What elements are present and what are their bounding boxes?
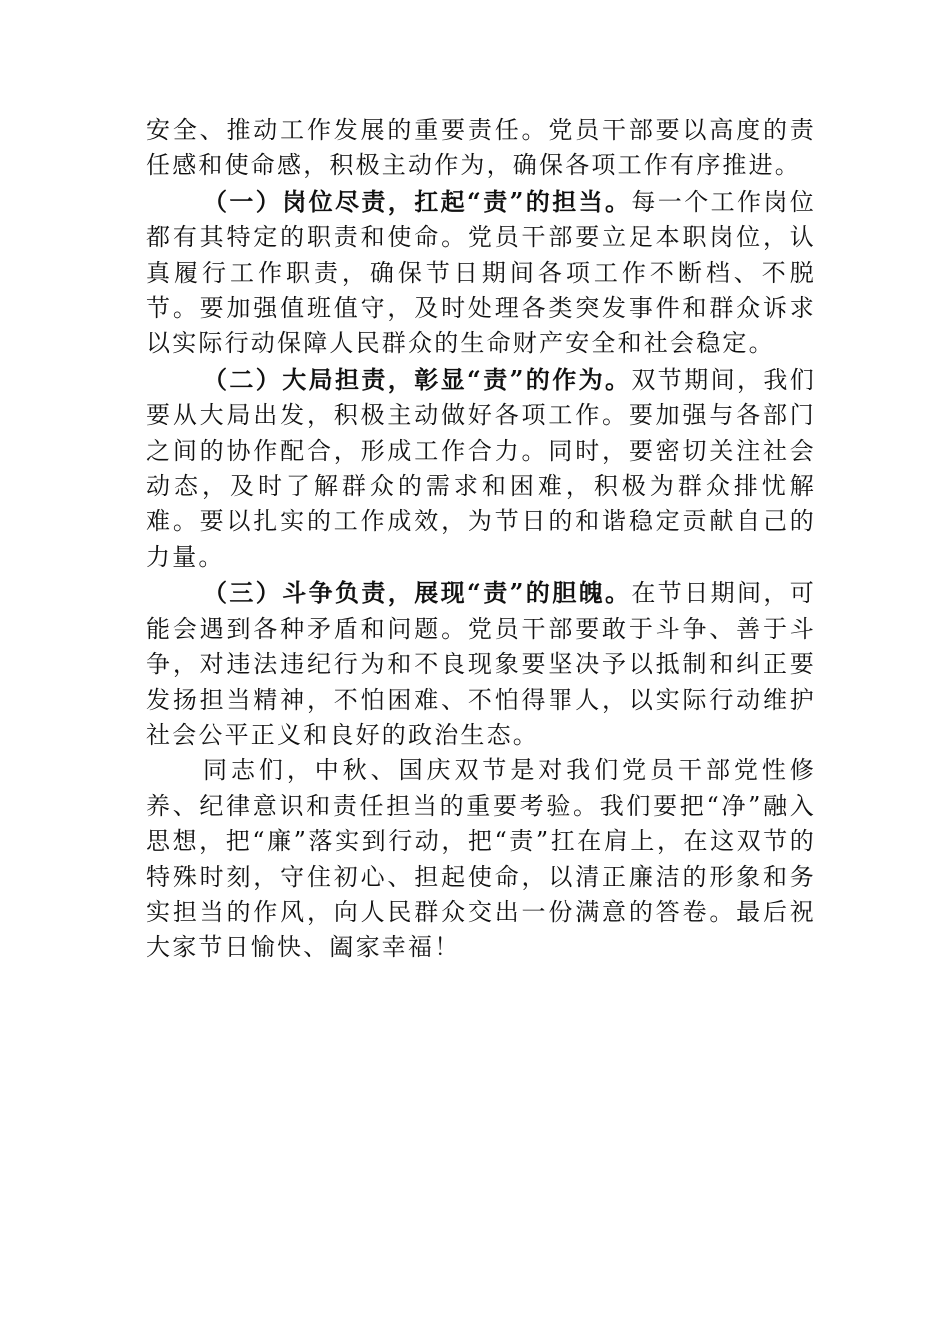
- paragraph-section-one: [146, 184, 816, 362]
- paragraph-text: 同志们，中秋、国庆双节是对我们党员干部党性修养、纪律意识和责任担当的重要考验。我们要把“净”融入思想，把“廉”落实到行动，把“责”扛在肩上，在这双节的特殊时刻，守住初心、担起使命，以清正廉洁的形象和务实担当的作风，向人民群众交出一份满意的答卷。最后祝大家节日愉快、阖家幸福！: [146, 756, 816, 962]
- paragraph-section-two: [146, 362, 816, 575]
- paragraph-continuation: [146, 113, 816, 184]
- paragraph-text: 每一个工作岗位都有其特定的职责和使命。党员干部要立足本职岗位，认真履行工作职责，确保节日期间各项工作不断档、不脱节。要加强值班值守，及时处理各类突发事件和群众诉求以实际行动保障人民群众的生命财产安全和社会稳定。: [146, 187, 817, 358]
- section-heading: （一）岗位尽责，扛起“责”的担当。: [203, 186, 632, 216]
- paragraph-text: 安全、推动工作发展的重要责任。党员干部要以高度的责任感和使命感，积极主动作为，确保各项工作有序推进。: [146, 116, 816, 180]
- paragraph-closing: [146, 753, 816, 965]
- section-heading: （二）大局担责，彰显“责”的作为。: [203, 364, 632, 394]
- paragraph-text: 双节期间，我们要从大局出发，积极主动做好各项工作。要加强与各部门之间的协作配合，形成工作合力。同时，要密切关注社会动态，及时了解群众的需求和困难，积极为群众排忧解难。要以扎实的工作成效，为节日的和谐稳定贡献自己的力量。: [146, 365, 817, 571]
- document-body: [146, 113, 816, 966]
- paragraph-section-three: [146, 575, 816, 753]
- paragraph-text: 在节日期间，可能会遇到各种矛盾和问题。党员干部要敢于斗争、善于斗争，对违法违纪行为和不良现象要坚决予以抵制和纠正要发扬担当精神，不怕困难、不怕得罪人，以实际行动维护社会公平正义和良好的政治生态。: [146, 579, 817, 749]
- section-heading: （三）斗争负责，展现“责”的胆魄。: [203, 578, 632, 608]
